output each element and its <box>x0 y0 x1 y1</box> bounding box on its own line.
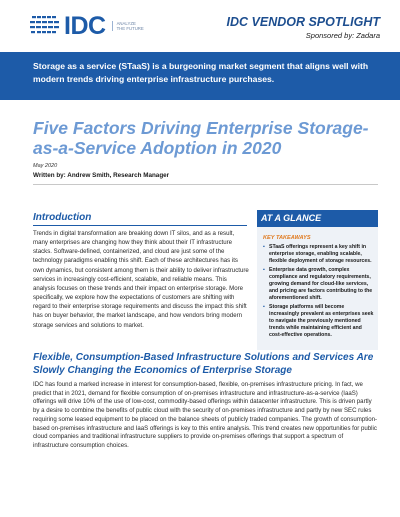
glance-subheading: KEY TAKEAWAYS <box>263 235 311 241</box>
list-item: ▪ STaaS offerings represent a key shift in enterprise storage, enabling scalable, flexible deployment of storage resources. <box>263 244 374 265</box>
list-item: ▪ Enterprise data growth, complex compliance and regulatory requirements, growing demand for cloud-like services, and pricing are factors contributing to the aforementioned shift. <box>263 267 374 302</box>
summary-banner <box>0 52 400 100</box>
report-header <box>0 0 400 52</box>
logo-tagline: ANALYZE THE FUTURE <box>112 21 145 31</box>
sponsor-line: Sponsored by: Zadara <box>305 31 380 40</box>
spotlight-title: IDC VENDOR SPOTLIGHT <box>226 15 380 29</box>
globe-icon <box>30 13 60 39</box>
at-a-glance-panel <box>257 210 378 350</box>
publication-date: May 2020 <box>33 163 58 169</box>
section-body: IDC has found a marked increase in interest for consumption-based, flexible, on-premises infrastructure pricing. In fact, we predict that in 2021, demand for flexible consumption of on-premises infrastructure and infrastructure-as-a-service (IaaS) offerings will drive 10% of the use of low-cost, commodity-based offerings within datacenter infrastructure. This is driven partly by a desire to combine the benefits of public cloud with the security of on-premises infrastructure and partly by new SEC rules requiring some leased equipment to be placed on the balance sheets of publicly traded companies. The growth of consumption-based on-premises infrastructure and IaaS offerings is key to this entire analysis. This trend creates new opportunities for public cloud companies and traditional infrastructure suppliers to provide on-premises offerings that support a spectrum of infrastructure consumption choices. <box>33 381 378 449</box>
key-takeaways-list <box>257 244 378 339</box>
page-title: Five Factors Driving Enterprise Storage-as-a-Service Adoption in 2020 <box>33 118 369 158</box>
section-heading: Flexible, Consumption-Based Infrastructure Solutions and Services Are Slowly Changing the Economics of Enterprise Storage <box>33 352 374 376</box>
glance-heading: AT A GLANCE <box>257 210 378 227</box>
title-divider <box>33 184 378 185</box>
idc-logo <box>30 12 145 40</box>
banner-text: Storage as a service (STaaS) is a burgeoning market segment that aligns well with modern trends driving enterprise infrastructure purchases. <box>33 61 369 84</box>
intro-body: Trends in digital transformation are breaking down IT silos, and as a result, many enterprises are changing how they think about their IT infrastructure stacks. Software-defined, containerized, and cloud are just some of the technology paradigms enabling this shift. Each of these architectures has its own dynamics, but consistent among them is their ability to deliver infrastructure services in increasingly cost-efficient, scalable, and reliable means. This analysis focuses on these trends and their impact on enterprise storage. More specifically, we explore how the expectations of customers are shifting with regard to their enterprise storage requirements and discuss the impact this shift has on buyer behavior, the market landscape, and how vendors bring modern storage services and solutions to market. <box>33 230 249 329</box>
logo-wordmark: IDC <box>64 12 106 40</box>
intro-rule <box>33 225 247 226</box>
intro-heading: Introduction <box>33 212 92 223</box>
author-line: Written by: Andrew Smith, Research Manager <box>33 172 170 179</box>
list-item: ▪ Storage platforms will become increasingly prevalent as enterprises seek to navigate the previously mentioned trends while maintaining efficient and cost-effective operations. <box>263 304 374 339</box>
